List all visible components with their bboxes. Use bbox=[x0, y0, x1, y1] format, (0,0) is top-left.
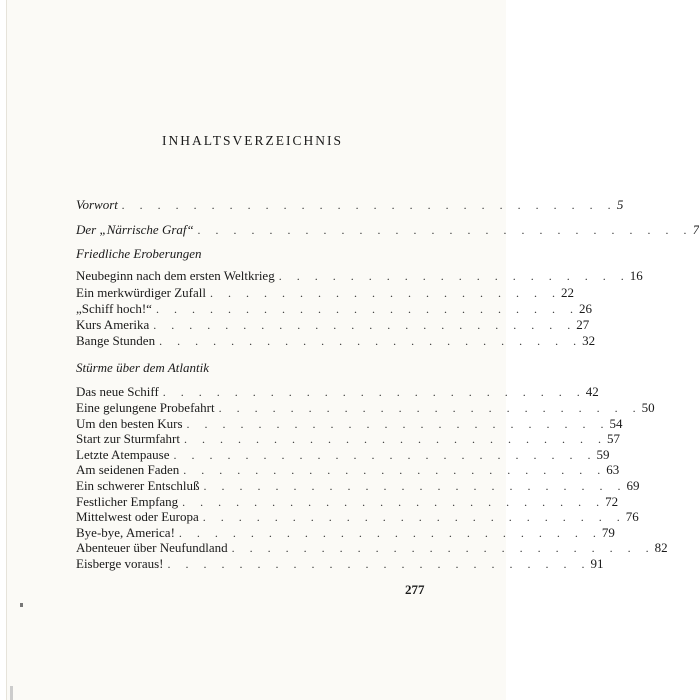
print-speck bbox=[20, 603, 23, 607]
entry-page: 76 bbox=[625, 509, 639, 524]
entry-page: 50 bbox=[641, 400, 655, 415]
dot-leader: . . . . . . . . . . . . . . . . . . . . . . . . bbox=[183, 463, 607, 477]
toc-entry bbox=[76, 333, 596, 349]
dot-leader: . . . . . . . . . . . . . . . . . . . . bbox=[209, 286, 561, 300]
entry-page: 82 bbox=[654, 540, 668, 555]
entry-label: Mittelwest oder Europa bbox=[76, 509, 199, 524]
book-page bbox=[6, 0, 506, 700]
entry-page: 16 bbox=[629, 268, 643, 283]
entry-label: Ein merkwürdiger Zufall bbox=[76, 285, 206, 300]
dot-leader: . . . . . . . . . . . . . . . . . . . . . . . . . . . . bbox=[197, 223, 693, 237]
entry-label: „Schiff hoch!“ bbox=[76, 301, 152, 316]
toc-entry bbox=[76, 400, 655, 416]
entry-page: 69 bbox=[626, 478, 640, 493]
dot-leader: . . . . . . . . . . . . . . . . . . . . . . . . bbox=[186, 417, 610, 431]
entry-label: Eine gelungene Probefahrt bbox=[76, 400, 215, 415]
dot-leader: . . . . . . . . . . . . . . . . . . . . . . . . bbox=[153, 318, 577, 332]
entry-label: Um den besten Kurs bbox=[76, 416, 183, 431]
entry-label: Bange Stunden bbox=[76, 333, 156, 348]
entry-page: 5 bbox=[616, 197, 624, 212]
dot-leader: . . . . . . . . . . . . . . . . . . . . . . . . bbox=[173, 448, 597, 462]
toc-entry bbox=[76, 431, 620, 447]
entry-label: Start zur Sturmfahrt bbox=[76, 431, 180, 446]
toc-entry bbox=[76, 556, 604, 572]
dot-leader: . . . . . . . . . . . . . . . . . . . . . . . . bbox=[202, 510, 626, 524]
entry-page: 63 bbox=[606, 462, 620, 477]
entry-label: Der „Närrische Graf“ bbox=[76, 222, 194, 237]
entry-label: Vorwort bbox=[76, 197, 118, 212]
entry-page: 27 bbox=[576, 317, 590, 332]
entry-label: Neubeginn nach dem ersten Weltkrieg bbox=[76, 268, 275, 283]
toc-entry bbox=[76, 509, 639, 525]
entry-page: 79 bbox=[601, 525, 615, 540]
dot-leader: . . . . . . . . . . . . . . . . . . . . bbox=[278, 269, 630, 283]
toc-entry bbox=[76, 478, 640, 494]
entry-label: Abenteuer über Neufundland bbox=[76, 540, 228, 555]
toc-entry-graf bbox=[76, 222, 699, 238]
toc-entry bbox=[76, 494, 619, 510]
entry-label: Kurs Amerika bbox=[76, 317, 150, 332]
dot-leader: . . . . . . . . . . . . . . . . . . . . . . . . bbox=[167, 557, 591, 571]
scan-edge-mark bbox=[10, 686, 13, 700]
dot-leader: . . . . . . . . . . . . . . . . . . . . . . . . bbox=[155, 302, 579, 316]
page-number: 277 bbox=[405, 582, 425, 597]
toc-entry bbox=[76, 540, 668, 556]
entry-page: 54 bbox=[609, 416, 623, 431]
entry-page: 91 bbox=[590, 556, 604, 571]
entry-page: 22 bbox=[560, 285, 574, 300]
entry-label: Eisberge voraus! bbox=[76, 556, 164, 571]
toc-entry bbox=[76, 416, 623, 432]
dot-leader: . . . . . . . . . . . . . . . . . . . . . . . . bbox=[231, 541, 655, 555]
entry-label: Das neue Schiff bbox=[76, 384, 159, 399]
toc-entry bbox=[76, 384, 599, 400]
dot-leader: . . . . . . . . . . . . . . . . . . . . . . . . bbox=[159, 334, 583, 348]
toc-entry bbox=[76, 447, 610, 463]
entry-label: Am seidenen Faden bbox=[76, 462, 180, 477]
toc-entry-vorwort bbox=[76, 197, 624, 213]
section-heading: Stürme über dem Atlantik bbox=[76, 360, 209, 375]
entry-page: 42 bbox=[585, 384, 599, 399]
toc-entry bbox=[76, 317, 590, 333]
entry-label: Festlicher Empfang bbox=[76, 494, 179, 509]
entry-page: 32 bbox=[582, 333, 596, 348]
dot-leader: . . . . . . . . . . . . . . . . . . . . . . . . bbox=[162, 385, 586, 399]
entry-page: 57 bbox=[606, 431, 620, 446]
dot-leader: . . . . . . . . . . . . . . . . . . . . . . . . bbox=[218, 401, 642, 415]
entry-page: 26 bbox=[578, 301, 592, 316]
toc-entry bbox=[76, 285, 574, 301]
toc-entry bbox=[76, 525, 615, 541]
page-title: INHALTSVERZEICHNIS bbox=[162, 133, 343, 148]
toc-entry bbox=[76, 462, 620, 478]
entry-page: 7 bbox=[692, 222, 699, 237]
toc-entry bbox=[76, 301, 592, 317]
section-heading: Friedliche Eroberungen bbox=[76, 246, 202, 261]
entry-label: Bye-bye, America! bbox=[76, 525, 175, 540]
entry-label: Ein schwerer Entschluß bbox=[76, 478, 200, 493]
dot-leader: . . . . . . . . . . . . . . . . . . . . . . . . bbox=[182, 495, 606, 509]
dot-leader: . . . . . . . . . . . . . . . . . . . . . . . . . . . . bbox=[121, 198, 617, 212]
entry-page: 59 bbox=[596, 447, 610, 462]
dot-leader: . . . . . . . . . . . . . . . . . . . . . . . . bbox=[203, 479, 627, 493]
dot-leader: . . . . . . . . . . . . . . . . . . . . . . . . bbox=[178, 526, 602, 540]
entry-page: 72 bbox=[605, 494, 619, 509]
dot-leader: . . . . . . . . . . . . . . . . . . . . . . . . bbox=[183, 432, 607, 446]
entry-label: Letzte Atempause bbox=[76, 447, 170, 462]
toc-entry bbox=[76, 268, 643, 284]
